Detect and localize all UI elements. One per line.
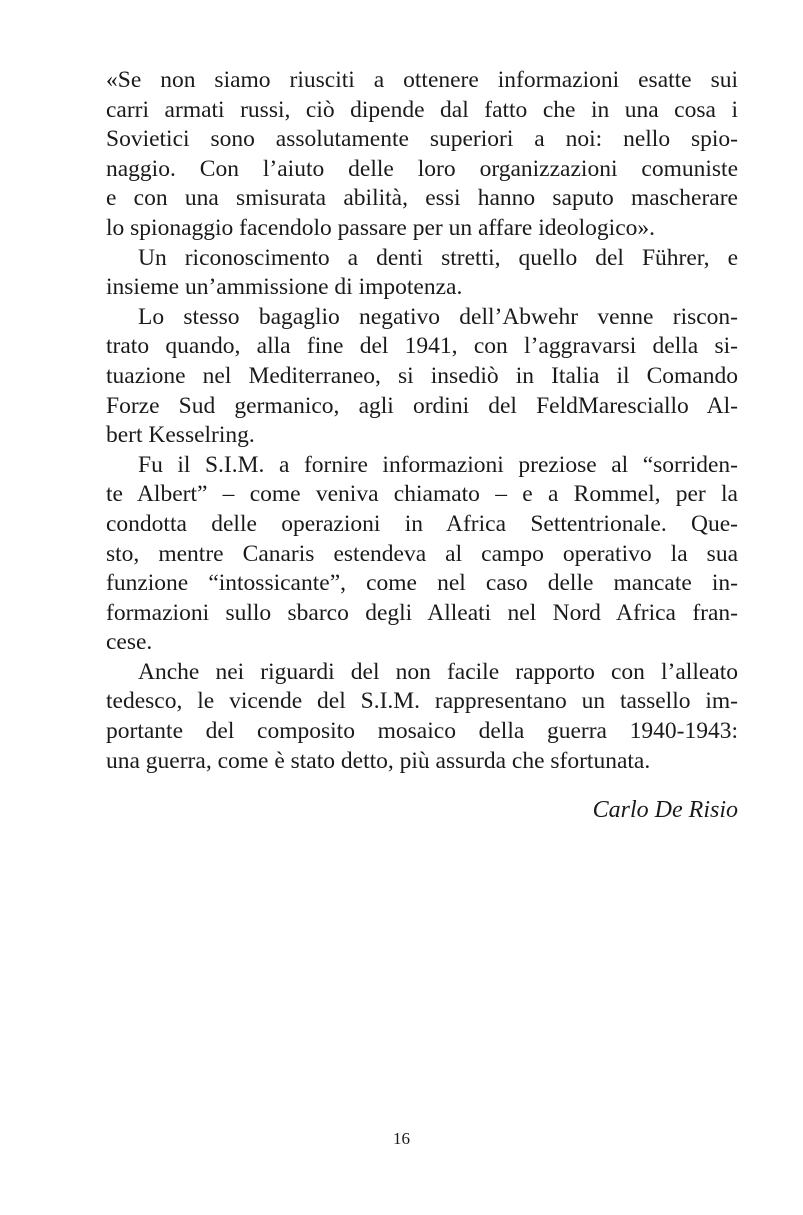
text-line: e con una smisurata abilità, essi hanno saputo mascherare [106,185,738,212]
body-text [106,66,738,776]
text-line: Anche nei riguardi del non facile rapporto con l’alleato [138,658,738,685]
text-line: te Albert” – come veniva chiamato – e a Rommel, per la [106,481,738,508]
text-line: tuazione nel Mediterraneo, si insediò in Italia il Comando [106,362,738,389]
text-line: Fu il S.I.M. a fornire informazioni preziose al “sorriden- [138,451,738,478]
text-line: portante del composito mosaico della guerra 1940-1943: [106,718,738,745]
text-line: funzione “intossicante”, come nel caso delle mancate in- [106,570,738,597]
text-line: insieme un’ammissione di impotenza. [106,274,463,301]
text-line: Lo stesso bagaglio negativo dell’Abwehr venne riscon- [138,303,738,330]
text-line: condotta delle operazioni in Africa Settentrionale. Que- [106,510,738,537]
page-number: 16 [393,1129,410,1148]
text-line: Un riconoscimento a denti stretti, quello del Führer, e [138,244,738,271]
text-line: lo spionaggio facendolo passare per un affare ideologico». [106,214,656,241]
text-line: sto, mentre Canaris estendeva al campo operativo la sua [106,540,738,567]
text-line: cese. [106,629,153,656]
text-line: tedesco, le vicende del S.I.M. rappresentano un tassello im- [106,688,738,715]
text-line: Forze Sud germanico, agli ordini del FeldMaresciallo Al- [106,392,738,419]
text-line: bert Kesselring. [106,422,255,449]
text-line: formazioni sullo sbarco degli Alleati nel Nord Africa fran- [106,599,738,626]
text-line: una guerra, come è stato detto, più assurda che sfortunata. [106,747,651,774]
text-line: «Se non siamo riusciti a ottenere informazioni esatte sui [106,67,738,93]
text-line: Sovietici sono assolutamente superiori a noi: nello spio- [106,126,738,153]
text-line: carri armati russi, ciò dipende dal fatto che in una cosa i [106,96,738,123]
text-line: naggio. Con l’aiuto delle loro organizzazioni comuniste [106,155,738,182]
text-line: trato quando, alla fine del 1941, con l’aggravarsi della si- [106,333,738,360]
author-signature: Carlo De Risio [592,797,738,823]
